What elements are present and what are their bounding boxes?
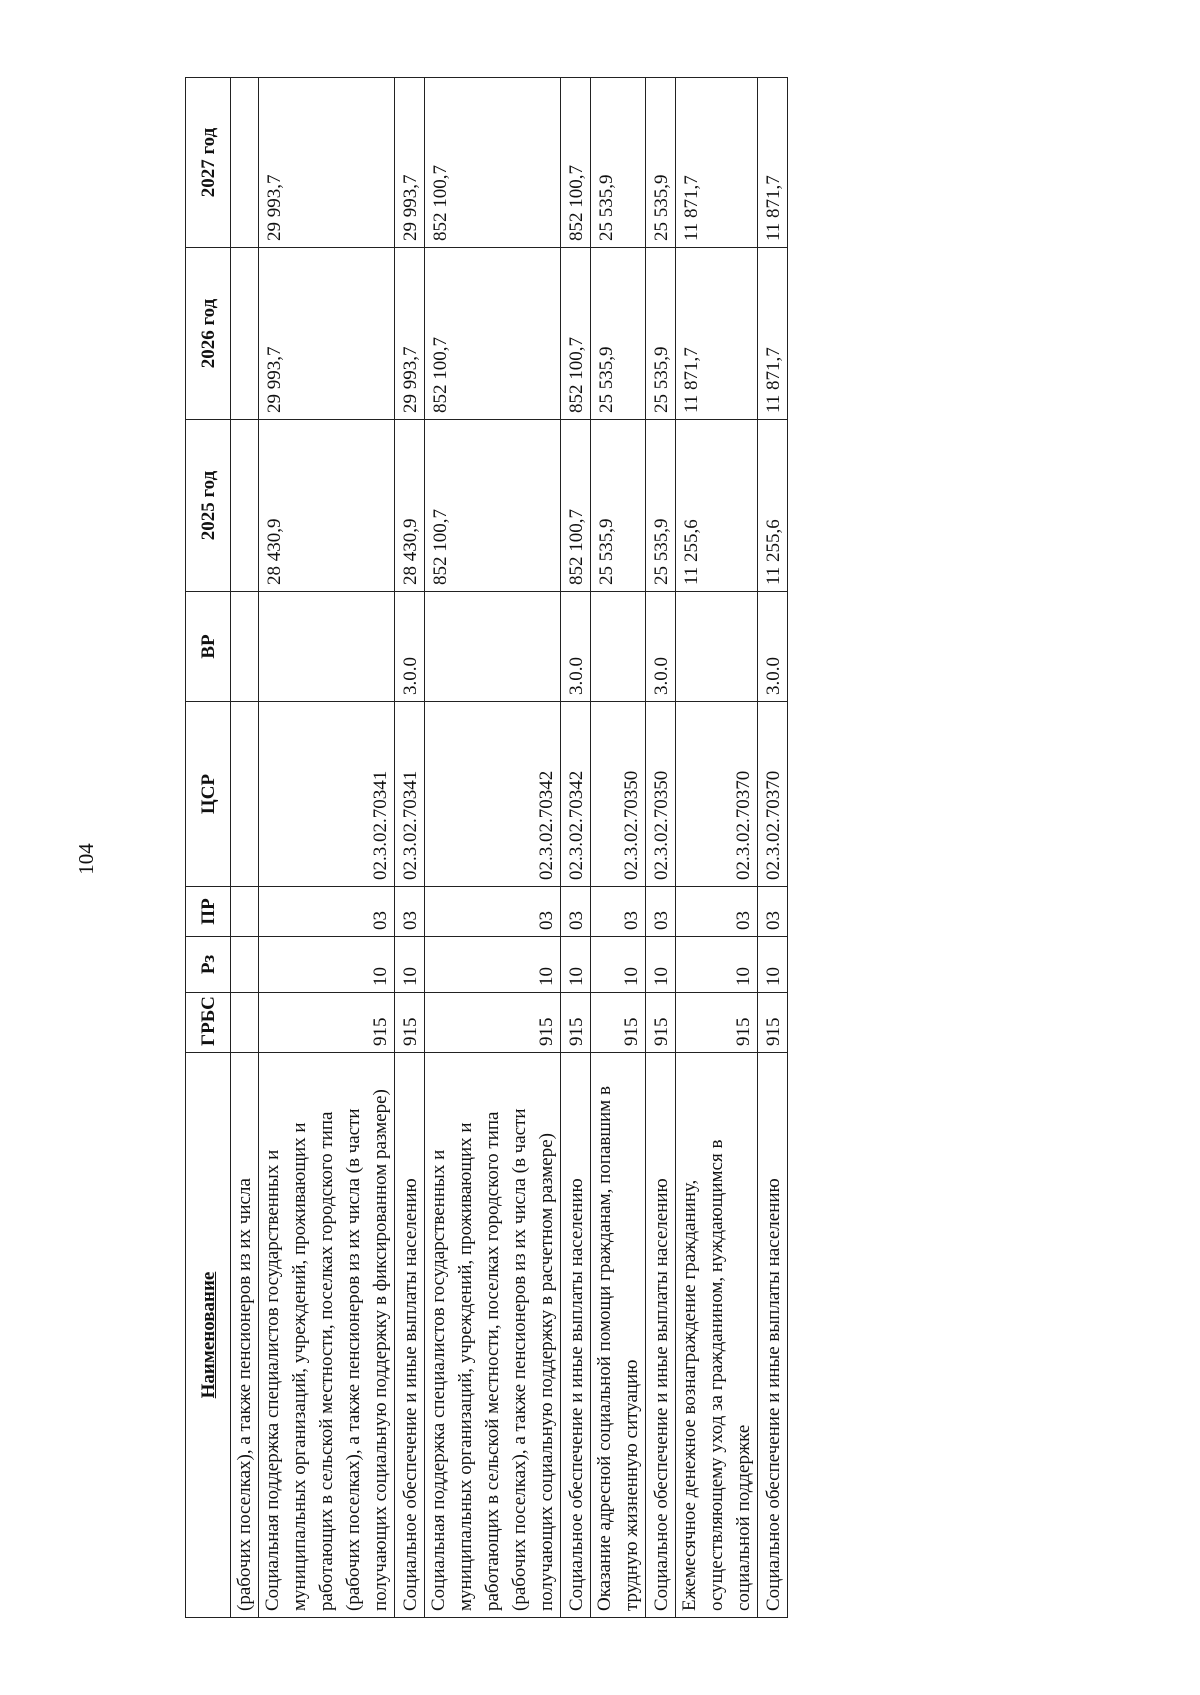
table-row (395, 78, 425, 1618)
header-rz: Рз (186, 937, 231, 993)
header-grbs: ГРБС (186, 993, 231, 1053)
table-cell-2027: 11 871,7 (676, 78, 758, 248)
table-cell-vr: 3.0.0 (395, 592, 425, 702)
table-cell-name: Социальная поддержка специалистов государственных и муниципальных организаций, учреждений, проживающих и работающих в сельской местности, поселках городского типа (рабочих поселках), а также пенсионеров из их числа (в части получающих социальную поддержку в расчетном размере) (425, 1053, 561, 1618)
table-row (676, 78, 758, 1618)
table-cell-csr: 02.3.02.70370 (758, 702, 788, 887)
table-cell-grbs (231, 993, 259, 1053)
table-cell-name: Социальное обеспечение и иные выплаты населению (395, 1053, 425, 1618)
budget-table (185, 77, 788, 1618)
table-row (425, 78, 561, 1618)
table-cell-rz: 10 (425, 937, 561, 993)
table-cell-2026 (231, 248, 259, 420)
table-cell-vr: 3.0.0 (561, 592, 591, 702)
header-name: Наименование (186, 1053, 231, 1618)
table-cell-grbs: 915 (646, 993, 676, 1053)
table-row (758, 78, 788, 1618)
table-cell-2027: 852 100,7 (425, 78, 561, 248)
table-cell-2025: 25 535,9 (591, 420, 646, 592)
table-cell-pr: 03 (395, 887, 425, 937)
table-cell-name: Социальное обеспечение и иные выплаты населению (561, 1053, 591, 1618)
table-cell-csr: 02.3.02.70342 (561, 702, 591, 887)
table-cell-2025: 25 535,9 (646, 420, 676, 592)
table-cell-rz: 10 (758, 937, 788, 993)
table-cell-csr: 02.3.02.70341 (259, 702, 395, 887)
table-cell-2025 (231, 420, 259, 592)
table-cell-grbs: 915 (758, 993, 788, 1053)
rotated-table-container (185, 78, 1030, 1618)
table-cell-2025: 11 255,6 (676, 420, 758, 592)
table-cell-grbs: 915 (561, 993, 591, 1053)
header-2025: 2025 год (186, 420, 231, 592)
table-cell-2026: 11 871,7 (758, 248, 788, 420)
table-cell-2027: 29 993,7 (395, 78, 425, 248)
table-cell-grbs: 915 (395, 993, 425, 1053)
table-cell-csr: 02.3.02.70350 (646, 702, 676, 887)
table-cell-csr: 02.3.02.70370 (676, 702, 758, 887)
table-cell-2025: 11 255,6 (758, 420, 788, 592)
table-cell-2026: 29 993,7 (395, 248, 425, 420)
table-row (231, 78, 259, 1618)
table-cell-2025: 28 430,9 (259, 420, 395, 592)
table-cell-2025: 28 430,9 (395, 420, 425, 592)
table-cell-grbs: 915 (259, 993, 395, 1053)
table-cell-vr (591, 592, 646, 702)
table-header-row (186, 78, 231, 1618)
table-cell-2027: 11 871,7 (758, 78, 788, 248)
table-cell-rz: 10 (395, 937, 425, 993)
table-cell-2026: 25 535,9 (591, 248, 646, 420)
table-cell-2025: 852 100,7 (561, 420, 591, 592)
table-cell-2027: 25 535,9 (646, 78, 676, 248)
table-cell-vr (259, 592, 395, 702)
table-cell-vr: 3.0.0 (758, 592, 788, 702)
table-cell-vr (425, 592, 561, 702)
table-cell-2027: 852 100,7 (561, 78, 591, 248)
header-2026: 2026 год (186, 248, 231, 420)
table-cell-name: Социальное обеспечение и иные выплаты населению (758, 1053, 788, 1618)
header-pr: ПР (186, 887, 231, 937)
table-cell-grbs: 915 (425, 993, 561, 1053)
table-cell-name: Ежемесячное денежное вознаграждение гражданину, осуществляющему уход за гражданином, нуждающимся в социальной поддержке (676, 1053, 758, 1618)
table-row (646, 78, 676, 1618)
table-cell-name: (рабочих поселках), а также пенсионеров из их числа (231, 1053, 259, 1618)
table-cell-2026: 29 993,7 (259, 248, 395, 420)
table-cell-pr: 03 (561, 887, 591, 937)
table-cell-2027: 29 993,7 (259, 78, 395, 248)
table-row (259, 78, 395, 1618)
table-cell-rz: 10 (591, 937, 646, 993)
table-cell-2026: 25 535,9 (646, 248, 676, 420)
table-cell-pr: 03 (676, 887, 758, 937)
table-cell-2027 (231, 78, 259, 248)
table-cell-pr: 03 (646, 887, 676, 937)
table-row (591, 78, 646, 1618)
table-cell-rz: 10 (676, 937, 758, 993)
table-cell-2026: 11 871,7 (676, 248, 758, 420)
table-cell-name: Социальная поддержка специалистов государственных и муниципальных организаций, учреждений, проживающих и работающих в сельской местности, поселках городского типа (рабочих поселках), а также пенсионеров из их числа (в части получающих социальную поддержку в фиксированном размере) (259, 1053, 395, 1618)
table-cell-2026: 852 100,7 (425, 248, 561, 420)
table-cell-vr: 3.0.0 (646, 592, 676, 702)
table-cell-rz: 10 (561, 937, 591, 993)
table-cell-name: Социальное обеспечение и иные выплаты населению (646, 1053, 676, 1618)
header-csr: ЦСР (186, 702, 231, 887)
table-cell-pr (231, 887, 259, 937)
table-cell-rz: 10 (646, 937, 676, 993)
header-vr: ВР (186, 592, 231, 702)
table-row (561, 78, 591, 1618)
table-cell-grbs: 915 (676, 993, 758, 1053)
table-cell-pr: 03 (259, 887, 395, 937)
table-cell-vr (676, 592, 758, 702)
table-cell-vr (231, 592, 259, 702)
table-cell-csr: 02.3.02.70350 (591, 702, 646, 887)
table-cell-2027: 25 535,9 (591, 78, 646, 248)
table-cell-pr: 03 (758, 887, 788, 937)
table-cell-2025: 852 100,7 (425, 420, 561, 592)
table-cell-csr: 02.3.02.70341 (395, 702, 425, 887)
table-cell-csr: 02.3.02.70342 (425, 702, 561, 887)
table-cell-rz: 10 (259, 937, 395, 993)
page-number: 104 (74, 843, 98, 875)
header-2027: 2027 год (186, 78, 231, 248)
table-cell-pr: 03 (425, 887, 561, 937)
table-cell-grbs: 915 (591, 993, 646, 1053)
table-cell-pr: 03 (591, 887, 646, 937)
table-cell-csr (231, 702, 259, 887)
table-cell-name: Оказание адресной социальной помощи гражданам, попавшим в трудную жизненную ситуацию (591, 1053, 646, 1618)
table-cell-2026: 852 100,7 (561, 248, 591, 420)
table-cell-rz (231, 937, 259, 993)
